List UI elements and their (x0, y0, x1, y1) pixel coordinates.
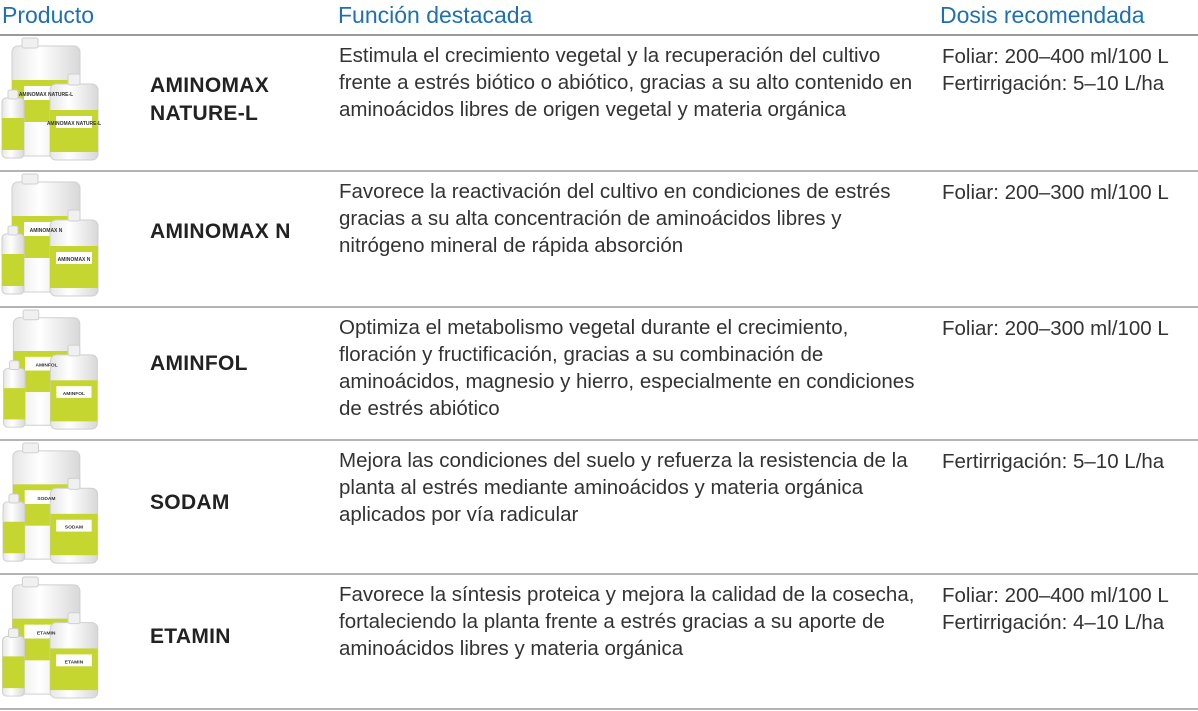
product-image-cell (0, 36, 140, 170)
product-image-cell (0, 172, 140, 306)
table-header (0, 0, 1198, 36)
product-image (0, 36, 140, 166)
product-function: Mejora las condiciones del suelo y refuerza la resistencia de la planta al estrés mediante aminoácidos y materia orgánica aplicados por vía radicular (339, 449, 908, 526)
product-dose (942, 448, 1198, 475)
product-function: Optimiza el metabolismo vegetal durante el crecimiento, floración y fructificación, gracias a su combinación de aminoácidos, magnesio y hierro, especialmente en condiciones de estrés abiótico (339, 316, 915, 420)
product-label-text: ETAMIN (36, 631, 56, 637)
header-producto: Producto (2, 2, 95, 28)
product-label-text: AMINFOL (35, 363, 58, 369)
product-label-text: AMINOMAX NATURE-L (46, 121, 102, 127)
dose-line: Fertirrigación: 5–10 L/ha (942, 72, 1165, 95)
table-row (0, 172, 1198, 308)
product-function: Favorece la síntesis proteica y mejora la calidad de la cosecha, fortaleciendo la planta frente a estrés gracias a su aporte de aminoácidos libres y materia orgánica (339, 583, 915, 660)
table-row (0, 575, 1198, 710)
table-row (0, 441, 1198, 575)
product-image (0, 575, 140, 704)
product-dose (942, 582, 1198, 636)
table-row (0, 308, 1198, 441)
product-label-text: ETAMIN (64, 660, 84, 666)
product-image (0, 172, 140, 302)
product-dose (942, 43, 1198, 97)
product-name: AMINOMAX NATURE-L (150, 74, 270, 125)
product-label-text: AMINOMAX NATURE-L (18, 92, 74, 98)
product-name: SODAM (150, 491, 230, 514)
product-image-cell (0, 308, 140, 439)
product-image-cell (0, 575, 140, 708)
dose-line: Fertirrigación: 5–10 L/ha (942, 450, 1165, 473)
dose-line: Foliar: 200–400 ml/100 L (942, 584, 1169, 607)
product-function: Estimula el crecimiento vegetal y la recuperación del cultivo frente a estrés biótico o abiótico, gracias a su alto contenido en aminoácidos libres de origen vegetal y materia orgánica (339, 44, 913, 121)
product-label-text: AMINOMAX N (57, 257, 91, 263)
product-dose (942, 315, 1198, 342)
product-image (0, 441, 140, 569)
header-dosis: Dosis recomendada (940, 2, 1145, 28)
dose-line: Foliar: 200–300 ml/100 L (942, 181, 1169, 204)
product-label-text: AMINFOL (62, 391, 86, 397)
dose-line: Foliar: 200–400 ml/100 L (942, 45, 1169, 68)
product-label-text: SODAM (64, 525, 84, 531)
product-name: AMINOMAX N (150, 220, 291, 243)
product-label-text: SODAM (37, 497, 56, 503)
product-image-cell (0, 441, 140, 573)
table-row (0, 36, 1198, 172)
product-name: AMINFOL (150, 352, 248, 375)
dose-line: Fertirrigación: 4–10 L/ha (942, 611, 1165, 634)
product-image (0, 308, 140, 435)
product-label-text: AMINOMAX N (29, 228, 63, 234)
product-function: Favorece la reactivación del cultivo en condiciones de estrés gracias a su alta concentración de aminoácidos libres y nitrógeno mineral de rápida absorción (339, 180, 891, 257)
dose-line: Foliar: 200–300 ml/100 L (942, 317, 1169, 340)
header-funcion: Función destacada (338, 2, 533, 28)
product-dose (942, 179, 1198, 206)
product-name: ETAMIN (150, 625, 231, 648)
